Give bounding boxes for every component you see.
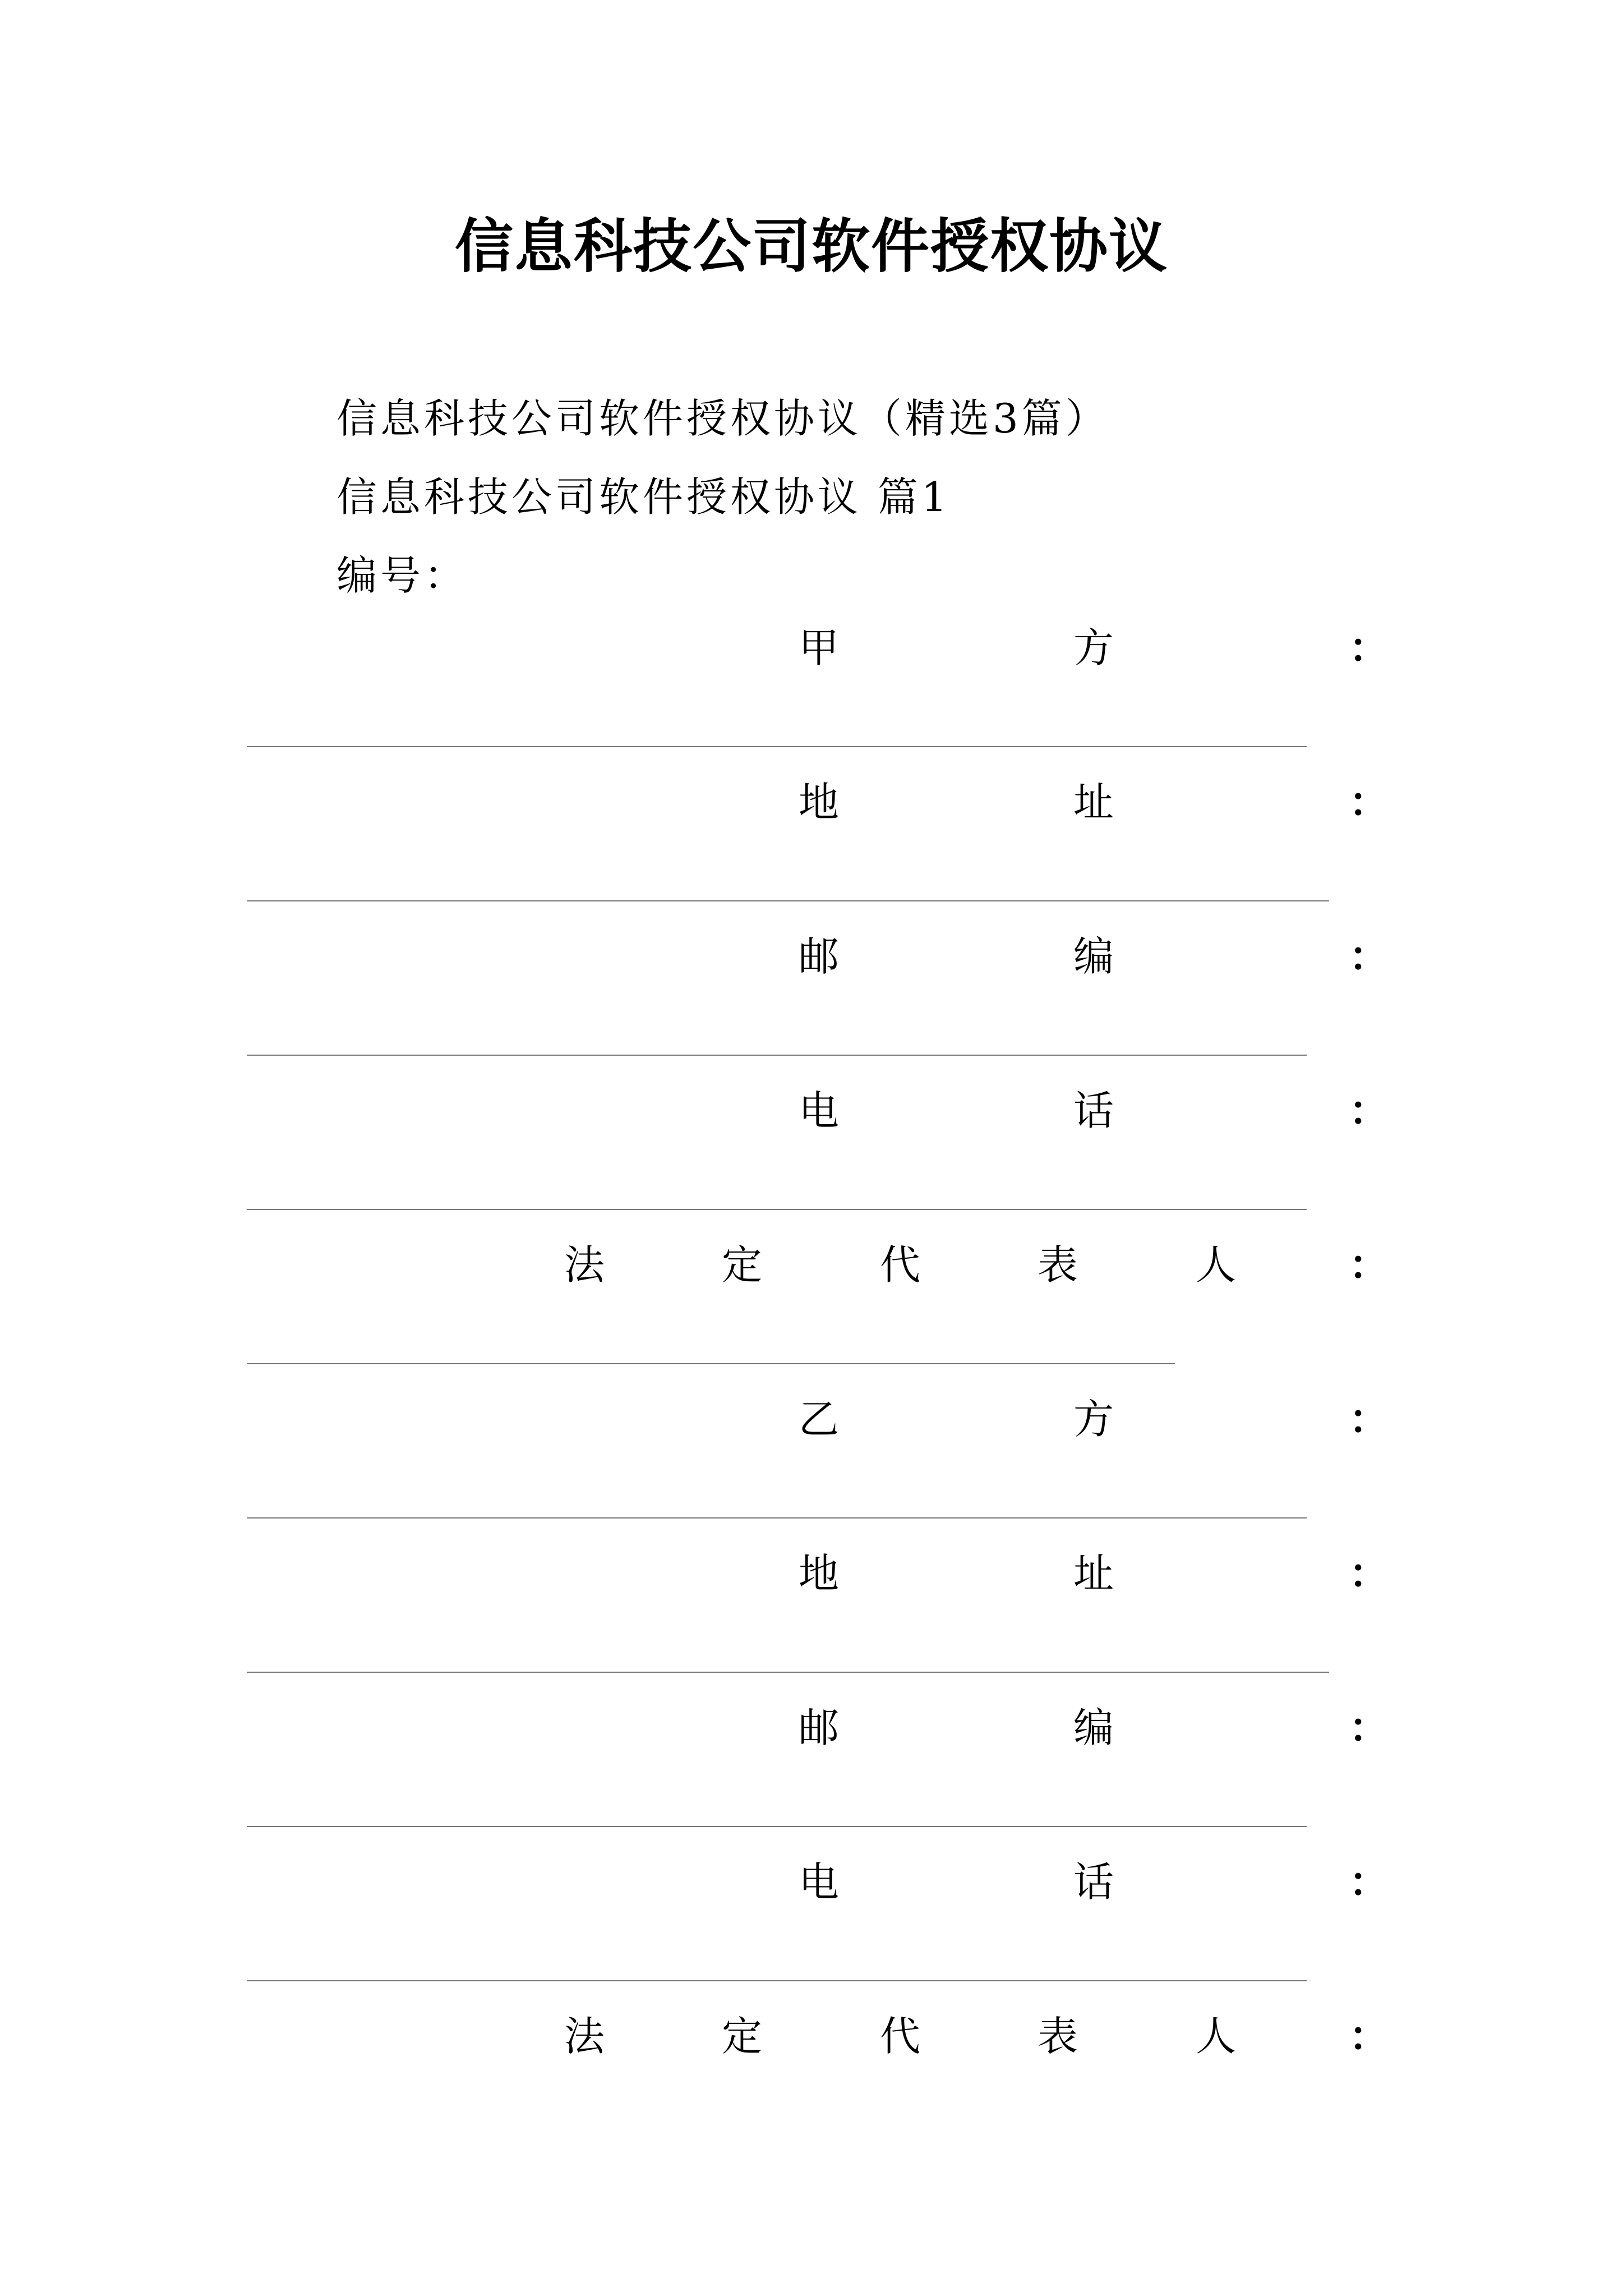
party-b-legal-rep-field (0, 2008, 1623, 2064)
fill-line (247, 1826, 1307, 1827)
field-colon: ： (1349, 1549, 1390, 1597)
field-char: 址 (1073, 779, 1114, 826)
field-char: 方 (1073, 624, 1114, 671)
field-colon: ： (1349, 778, 1390, 826)
field-char: 定 (721, 1241, 762, 1289)
fill-line (247, 746, 1307, 747)
fill-line (247, 1055, 1307, 1056)
field-colon: ： (1349, 1858, 1390, 1906)
field-colon: ： (1349, 1087, 1390, 1134)
field-char: 址 (1073, 1550, 1114, 1597)
field-char: 电 (798, 1858, 839, 1906)
party-b-phone-field (0, 1854, 1623, 1910)
field-char: 方 (1073, 1396, 1114, 1443)
field-char: 话 (1073, 1087, 1114, 1134)
page-title: 信息科技公司软件授权协议 (454, 212, 1168, 280)
field-char: 地 (798, 779, 839, 826)
field-char: 甲 (798, 624, 839, 671)
fill-line (247, 1980, 1307, 1981)
party-a-name-field (0, 620, 1623, 676)
party-b-postcode-field (0, 1700, 1623, 1756)
field-char: 法 (564, 1241, 605, 1289)
field-char: 编 (1073, 1704, 1114, 1751)
number-label: 编号： (336, 552, 468, 599)
fill-line (247, 1363, 1175, 1364)
subtitle: 信息科技公司软件授权协议（精选3篇） (336, 395, 1109, 442)
party-a-address-field (0, 774, 1623, 830)
field-char: 人 (1195, 2013, 1236, 2060)
fill-line (247, 1672, 1329, 1673)
party-a-legal-rep-field (0, 1237, 1623, 1293)
fill-line (247, 900, 1329, 901)
party-b-name-field (0, 1391, 1623, 1447)
section-heading: 信息科技公司软件授权协议 篇1 (336, 473, 951, 521)
fill-line (247, 1209, 1307, 1210)
field-char: 表 (1037, 2013, 1078, 2060)
field-char: 法 (564, 2013, 605, 2060)
field-char: 邮 (798, 933, 839, 980)
field-char: 代 (879, 2013, 920, 2060)
field-colon: ： (1349, 1395, 1390, 1443)
field-colon: ： (1349, 932, 1390, 980)
field-char: 话 (1073, 1858, 1114, 1906)
field-colon: ： (1349, 1241, 1390, 1289)
fill-line (247, 1517, 1307, 1519)
field-char: 人 (1195, 1241, 1236, 1289)
party-a-postcode-field (0, 928, 1623, 984)
field-colon: ： (1349, 1704, 1390, 1751)
field-char: 代 (879, 1241, 920, 1289)
party-b-address-field (0, 1545, 1623, 1602)
field-char: 邮 (798, 1704, 839, 1751)
field-char: 地 (798, 1550, 839, 1597)
field-colon: ： (1349, 2012, 1390, 2060)
field-char: 表 (1037, 1241, 1078, 1289)
field-char: 乙 (798, 1396, 839, 1443)
field-char: 电 (798, 1087, 839, 1134)
field-char: 定 (721, 2013, 762, 2060)
party-a-phone-field (0, 1083, 1623, 1139)
field-char: 编 (1073, 933, 1114, 980)
field-colon: ： (1349, 624, 1390, 671)
